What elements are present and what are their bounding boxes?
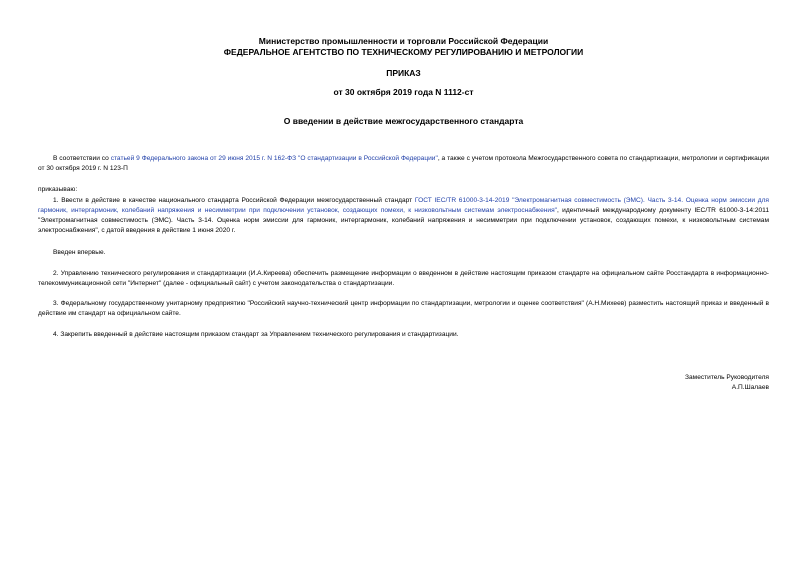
- preamble-paragraph: [38, 154, 769, 174]
- signatory-position: Заместитель Руководителя: [685, 374, 769, 381]
- introduced-first-note: Введен впервые.: [53, 249, 106, 256]
- agency-heading: ФЕДЕРАЛЬНОЕ АГЕНТСТВО ПО ТЕХНИЧЕСКОМУ РЕГУЛИРОВАНИЮ И МЕТРОЛОГИИ: [223, 47, 584, 57]
- preamble-text-before: В соответствии со: [53, 155, 111, 162]
- item-1-text-after: , идентичный международному документу IEC/TR 61000-3-14:2011 "Электромагнитная совместимость (ЭМС). Часть 3-14. Оценка норм эмиссии для гармоник, интергармоник, колебаний напряжения и несимметрии при подключении установок, создающих помехи, к низковольтным системам электроснабжения", с датой введения в действие 1 июня 2020 г.: [38, 207, 769, 234]
- document-date-number: от 30 октября 2019 года N 1112-ст: [333, 87, 474, 97]
- item-2-paragraph: 2. Управлению технического регулирования и стандартизации (И.А.Киреева) обеспечить размещение информации о введенном в действие настоящим приказом стандарте на официальном сайте Росстандарта в информационно-телекоммуникационной сети "Интернет" (далее - официальный сайт) с учетом законодательства о стандартизации.: [38, 270, 769, 287]
- standard-link[interactable]: ГОСТ IEC/TR 61000-3-14-2019 "Электромагнитная совместимость (ЭМС). Часть 3-14. Оценка норм эмиссии для гармоник, интергармоник, колебаний напряжения и несимметрии при подключении установок, создающих помехи, к низковольтным системам электроснабжения": [38, 197, 769, 214]
- item-1-text-before: 1. Ввести в действие в качестве национального стандарта Российской Федерации межгосударственный стандарт: [53, 197, 415, 204]
- document-type: ПРИКАЗ: [386, 68, 421, 78]
- item-3-paragraph: 3. Федеральному государственному унитарному предприятию "Российский научно-технический центр информации по стандартизации, метрологии и оценке соответствия" (А.Н.Михеев) разместить настоящий приказ и введенный в действие им стандарт на официальном сайте.: [38, 300, 769, 317]
- order-word: приказываю:: [38, 186, 78, 193]
- ministry-heading: Министерство промышленности и торговли Российской Федерации: [258, 36, 549, 46]
- preamble-text-after: , а также с учетом протокола Межгосударственного совета по стандартизации, метрологии и сертификации от 30 октября 2019 г. N 123-П: [38, 155, 769, 172]
- item-1-paragraph: [38, 196, 769, 236]
- signatory-name: А.П.Шалаев: [731, 384, 769, 391]
- law-link[interactable]: статьей 9 Федерального закона от 29 июня 2015 г. N 162-ФЗ "О стандартизации в Российской Федерации": [110, 155, 438, 162]
- item-4-paragraph: 4. Закрепить введенный в действие настоящим приказом стандарт за Управлением технического регулирования и стандартизации.: [53, 331, 459, 338]
- document-subject: О введении в действие межгосударственного стандарта: [283, 116, 524, 126]
